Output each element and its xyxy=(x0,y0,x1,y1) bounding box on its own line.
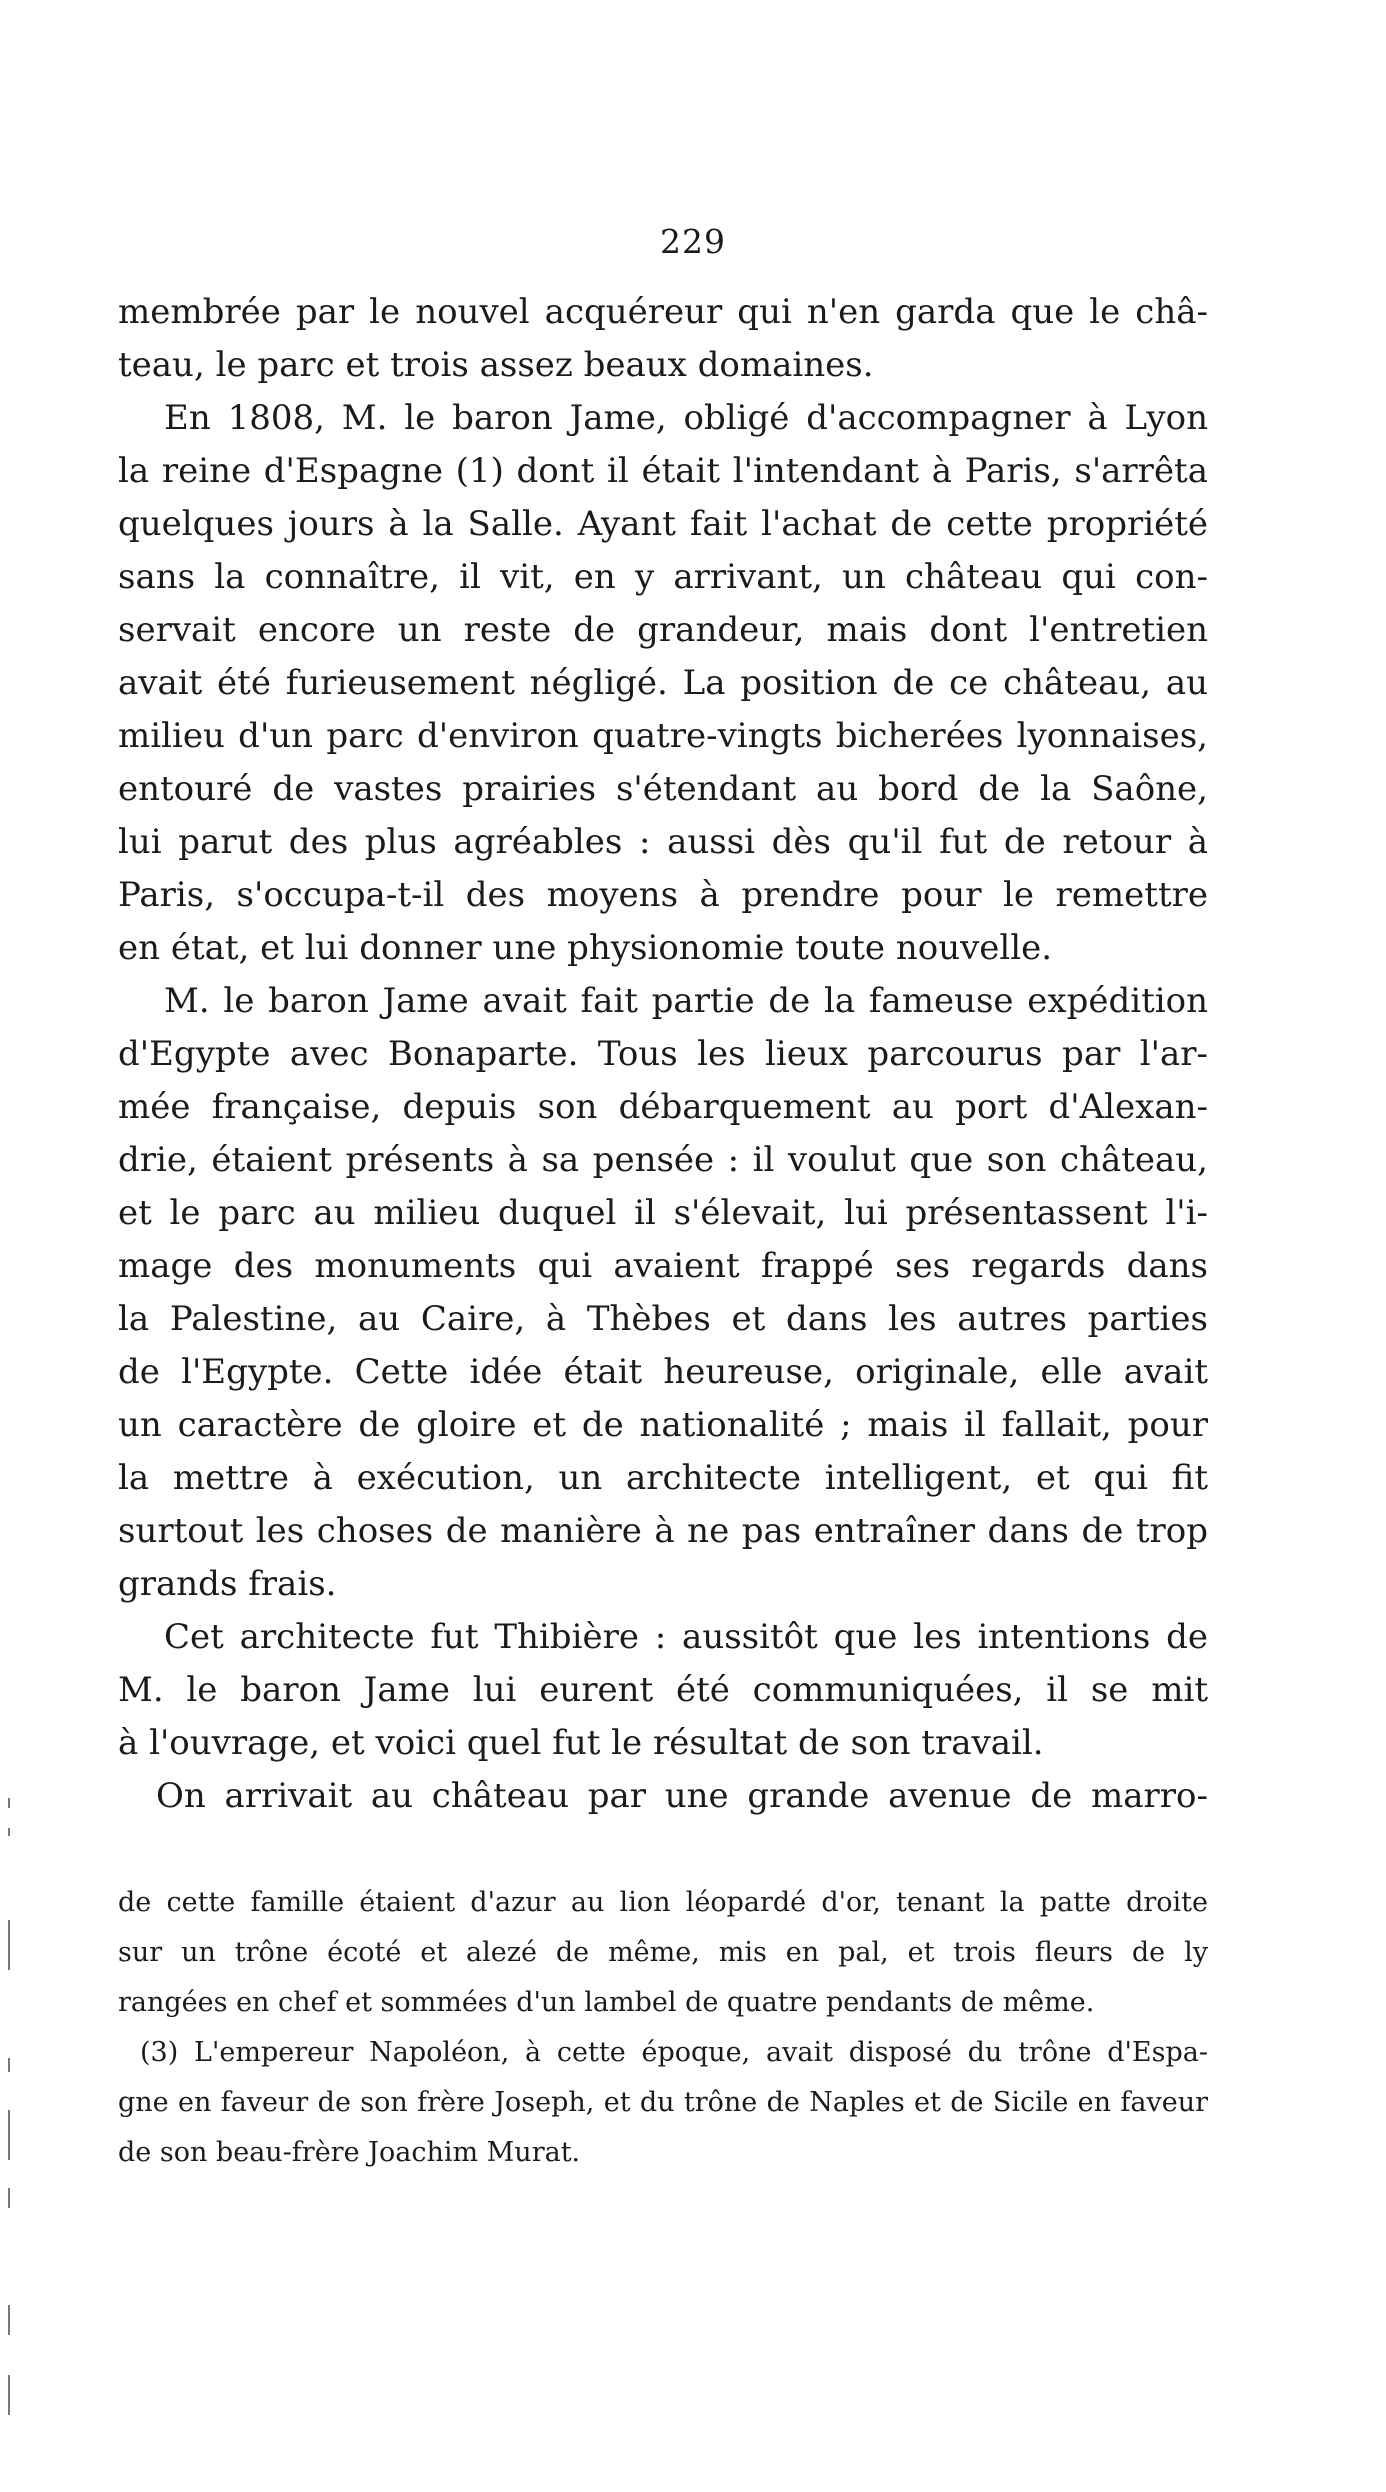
footnote-line: (3) L'empereur Napoléon, à cette époque, avait disposé du trône d'Espa- xyxy=(140,2037,1208,2068)
scan-mark xyxy=(8,2375,10,2415)
footnote-line: rangées en chef et sommées d'un lambel de quatre pendants de même. xyxy=(118,1987,1095,2018)
scan-mark xyxy=(8,1828,10,1836)
text-line: mage des monuments qui avaient frappé ses regards dans xyxy=(118,1246,1208,1286)
text-line: membrée par le nouvel acquéreur qui n'en garda que le châ- xyxy=(118,292,1208,332)
text-line: et le parc au milieu duquel il s'élevait, lui présentassent l'i- xyxy=(118,1193,1208,1233)
text-line: de l'Egypte. Cette idée était heureuse, originale, elle avait xyxy=(118,1352,1208,1392)
text-line: quelques jours à la Salle. Ayant fait l'achat de cette propriété xyxy=(118,504,1208,544)
text-line: On arrivait au château par une grande avenue de marro- xyxy=(156,1776,1208,1816)
text-line: teau, le parc et trois assez beaux domaines. xyxy=(118,345,874,385)
text-line: drie, étaient présents à sa pensée : il voulut que son château, xyxy=(118,1140,1208,1180)
text-line: en état, et lui donner une physionomie toute nouvelle. xyxy=(118,928,1053,968)
text-line: la Palestine, au Caire, à Thèbes et dans les autres parties xyxy=(118,1299,1208,1339)
text-line: Paris, s'occupa-t-il des moyens à prendre pour le remettre xyxy=(118,875,1208,915)
text-line: d'Egypte avec Bonaparte. Tous les lieux parcourus par l'ar- xyxy=(118,1034,1208,1074)
footnote-line: de cette famille étaient d'azur au lion léopardé d'or, tenant la patte droite xyxy=(118,1887,1208,1918)
text-line: mée française, depuis son débarquement au port d'Alexan- xyxy=(118,1087,1208,1127)
text-line: la reine d'Espagne (1) dont il était l'intendant à Paris, s'arrêta xyxy=(118,451,1208,491)
scan-mark xyxy=(8,2058,10,2072)
text-line: surtout les choses de manière à ne pas entraîner dans de trop xyxy=(118,1511,1208,1551)
text-line: à l'ouvrage, et voici quel fut le résultat de son travail. xyxy=(118,1723,1044,1763)
scan-mark xyxy=(8,2110,10,2160)
body-text xyxy=(118,286,1208,1823)
text-line: sans la connaître, il vit, en y arrivant, un château qui con- xyxy=(118,557,1208,597)
text-line: un caractère de gloire et de nationalité ; mais il fallait, pour xyxy=(118,1405,1208,1445)
text-line: lui parut des plus agréables : aussi dès qu'il fut de retour à xyxy=(118,822,1208,862)
footnote-line: de son beau-frère Joachim Murat. xyxy=(118,2137,581,2168)
scan-mark xyxy=(8,2188,10,2208)
text-line: entouré de vastes prairies s'étendant au bord de la Saône, xyxy=(118,769,1208,809)
footnotes xyxy=(118,1878,1208,2178)
footnote-line: sur un trône écoté et alezé de même, mis en pal, et trois fleurs de ly xyxy=(118,1937,1208,1968)
scan-mark xyxy=(8,2305,10,2335)
scan-margin-marks xyxy=(0,0,20,2492)
page-number: 229 xyxy=(660,222,726,261)
text-line: servait encore un reste de grandeur, mais dont l'entretien xyxy=(118,610,1208,650)
text-line: En 1808, M. le baron Jame, obligé d'accompagner à Lyon xyxy=(164,398,1208,438)
text-line: M. le baron Jame lui eurent été communiquées, il se mit xyxy=(118,1670,1208,1710)
text-line: la mettre à exécution, un architecte intelligent, et qui fit xyxy=(118,1458,1208,1498)
text-line: Cet architecte fut Thibière : aussitôt que les intentions de xyxy=(164,1617,1208,1657)
scan-mark xyxy=(8,1798,10,1808)
text-line: M. le baron Jame avait fait partie de la fameuse expédition xyxy=(164,981,1208,1021)
text-line: grands frais. xyxy=(118,1564,337,1604)
text-line: avait été furieusement négligé. La position de ce château, au xyxy=(118,663,1208,703)
text-line: milieu d'un parc d'environ quatre-vingts bicherées lyonnaises, xyxy=(118,716,1208,756)
footnote-line: gne en faveur de son frère Joseph, et du trône de Naples et de Sicile en faveur xyxy=(118,2087,1208,2118)
scan-mark xyxy=(8,1920,10,1970)
